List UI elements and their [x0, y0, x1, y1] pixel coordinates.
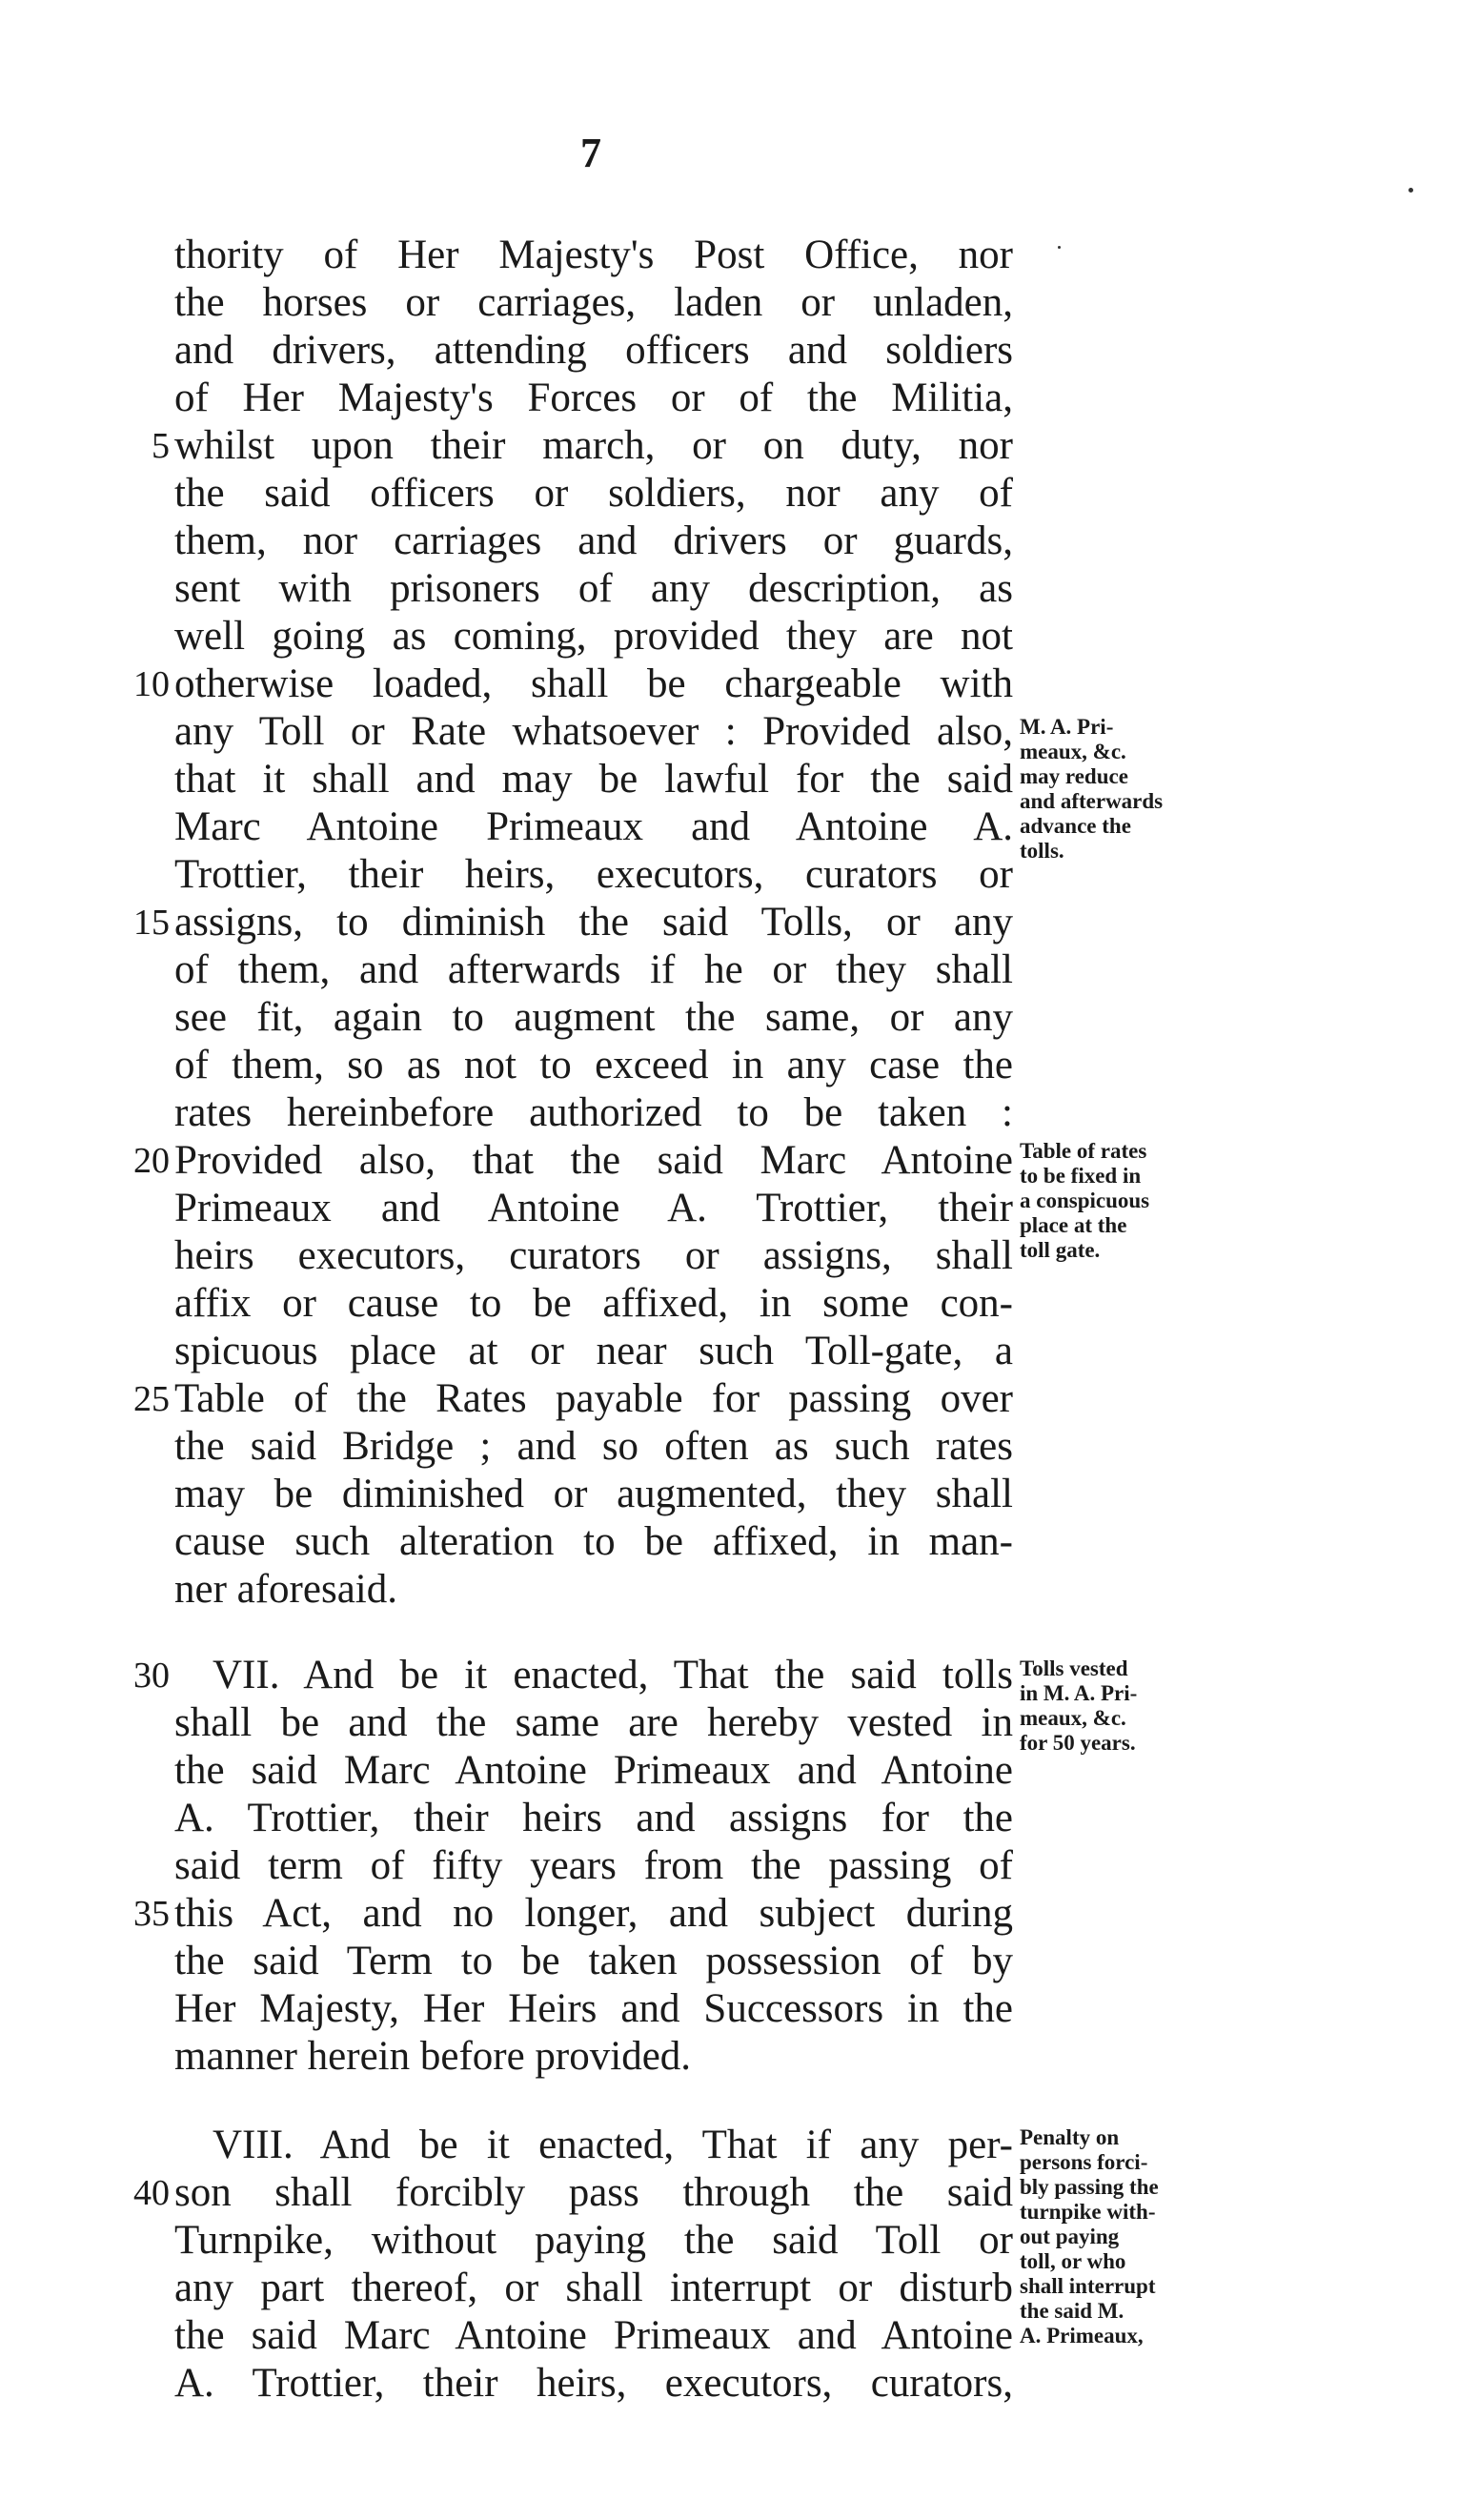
text-line: of Her Majesty's Forces or of the Militia, [174, 376, 1013, 420]
margin-note [1020, 1139, 1239, 1263]
margin-note-line: advance the [1020, 814, 1131, 838]
text-line: ner aforesaid. [174, 1567, 397, 1612]
text-line: heirs executors, curators or assigns, shall [174, 1233, 1013, 1278]
text-line: son shall forcibly pass through the said [174, 2170, 1013, 2215]
text-line: shall be and the same are hereby vested in [174, 1700, 1013, 1745]
text-line: Trottier, their heirs, executors, curators or [174, 852, 1013, 897]
margin-note-line: to be fixed in [1020, 1164, 1142, 1188]
line-number: 15 [133, 903, 170, 943]
text-line: said term of fifty years from the passing of [174, 1843, 1013, 1888]
margin-note-line: for 50 years. [1020, 1731, 1136, 1755]
margin-note-line: may reduce [1020, 764, 1128, 788]
text-line: of them, so as not to exceed in any case the [174, 1043, 1013, 1087]
margin-note-line: Table of rates [1020, 1139, 1147, 1163]
margin-note-line: out paying [1020, 2225, 1120, 2248]
text-line: Turnpike, without paying the said Toll or [174, 2218, 1013, 2263]
margin-note-line: meaux, &c. [1020, 740, 1126, 763]
margin-note-line: in M. A. Pri- [1020, 1681, 1138, 1705]
margin-note-line: A. Primeaux, [1020, 2324, 1144, 2347]
text-line: rates hereinbefore authorized to be taken : [174, 1090, 1013, 1135]
text-line: the said Marc Antoine Primeaux and Antoine [174, 2313, 1013, 2358]
line-number: 20 [133, 1141, 170, 1181]
text-line: well going as coming, provided they are not [174, 614, 1013, 659]
margin-note-line: place at the [1020, 1213, 1127, 1237]
text-line: the said Term to be taken possession of by [174, 1939, 1013, 1983]
text-line: this Act, and no longer, and subject during [174, 1891, 1013, 1936]
margin-note-line: Tolls vested [1020, 1656, 1128, 1680]
text-line: VII. And be it enacted, That the said tolls [213, 1653, 1013, 1697]
line-number: 25 [133, 1379, 170, 1419]
margin-note [1020, 2125, 1239, 2348]
text-line: Table of the Rates payable for passing over [174, 1376, 1013, 1421]
text-line: Primeaux and Antoine A. Trottier, their [174, 1186, 1013, 1230]
line-number: 40 [133, 2173, 170, 2213]
text-line: the horses or carriages, laden or unladen, [174, 280, 1013, 325]
margin-note-line: toll gate. [1020, 1238, 1101, 1262]
margin-note-line: and afterwards [1020, 789, 1164, 813]
margin-note-line: meaux, &c. [1020, 1706, 1126, 1730]
text-line: spicuous place at or near such Toll-gate, a [174, 1329, 1013, 1373]
text-line: may be diminished or augmented, they shall [174, 1472, 1013, 1516]
text-line: the said Bridge ; and so often as such rates [174, 1424, 1013, 1469]
margin-note-line: shall interrupt [1020, 2274, 1156, 2298]
line-number: 30 [133, 1656, 170, 1696]
text-line: A. Trottier, their heirs and assigns for the [174, 1796, 1013, 1840]
page-number: 7 [580, 130, 601, 176]
ink-speck [1058, 246, 1061, 249]
text-line: whilst upon their march, or on duty, nor [174, 423, 1013, 468]
text-line: assigns, to diminish the said Tolls, or any [174, 900, 1013, 945]
line-number: 5 [152, 426, 170, 466]
text-line: manner herein before provided. [174, 2034, 692, 2079]
text-line: thority of Her Majesty's Post Office, nor [174, 233, 1013, 277]
margin-note [1020, 1656, 1239, 1756]
text-line: Marc Antoine Primeaux and Antoine A. [174, 804, 1013, 849]
text-line: Provided also, that the said Marc Antoine [174, 1138, 1013, 1183]
margin-note-line: the said M. [1020, 2299, 1124, 2323]
text-line: cause such alteration to be affixed, in man- [174, 1519, 1013, 1564]
text-line: otherwise loaded, shall be chargeable with [174, 661, 1013, 706]
margin-note-line: bly passing the [1020, 2175, 1159, 2199]
text-line: see fit, again to augment the same, or any [174, 995, 1013, 1040]
text-line: any Toll or Rate whatsoever : Provided also, [174, 709, 1013, 754]
text-line: any part thereof, or shall interrupt or disturb [174, 2266, 1013, 2310]
text-line: and drivers, attending officers and soldiers [174, 328, 1013, 373]
text-line: the said Marc Antoine Primeaux and Antoine [174, 1748, 1013, 1793]
text-line: Her Majesty, Her Heirs and Successors in the [174, 1986, 1013, 2031]
margin-note [1020, 715, 1239, 864]
text-line: that it shall and may be lawful for the said [174, 757, 1013, 802]
margin-note-line: tolls. [1020, 839, 1064, 863]
text-line: of them, and afterwards if he or they shall [174, 947, 1013, 992]
margin-note-line: a conspicuous [1020, 1189, 1150, 1212]
ink-speck [1408, 188, 1413, 193]
margin-note-line: M. A. Pri- [1020, 715, 1114, 739]
text-line: VIII. And be it enacted, That if any per- [213, 2123, 1013, 2167]
margin-note-line: toll, or who [1020, 2249, 1126, 2273]
text-line: them, nor carriages and drivers or guards, [174, 518, 1013, 563]
text-line: affix or cause to be affixed, in some con- [174, 1281, 1013, 1326]
text-line: A. Trottier, their heirs, executors, curators, [174, 2361, 1013, 2406]
margin-note-line: persons forci- [1020, 2150, 1148, 2174]
text-line: sent with prisoners of any description, as [174, 566, 1013, 611]
line-number: 10 [133, 664, 170, 704]
line-number: 35 [133, 1894, 170, 1934]
margin-note-line: Penalty on [1020, 2125, 1120, 2149]
text-line: the said officers or soldiers, nor any of [174, 471, 1013, 516]
margin-note-line: turnpike with- [1020, 2200, 1156, 2224]
